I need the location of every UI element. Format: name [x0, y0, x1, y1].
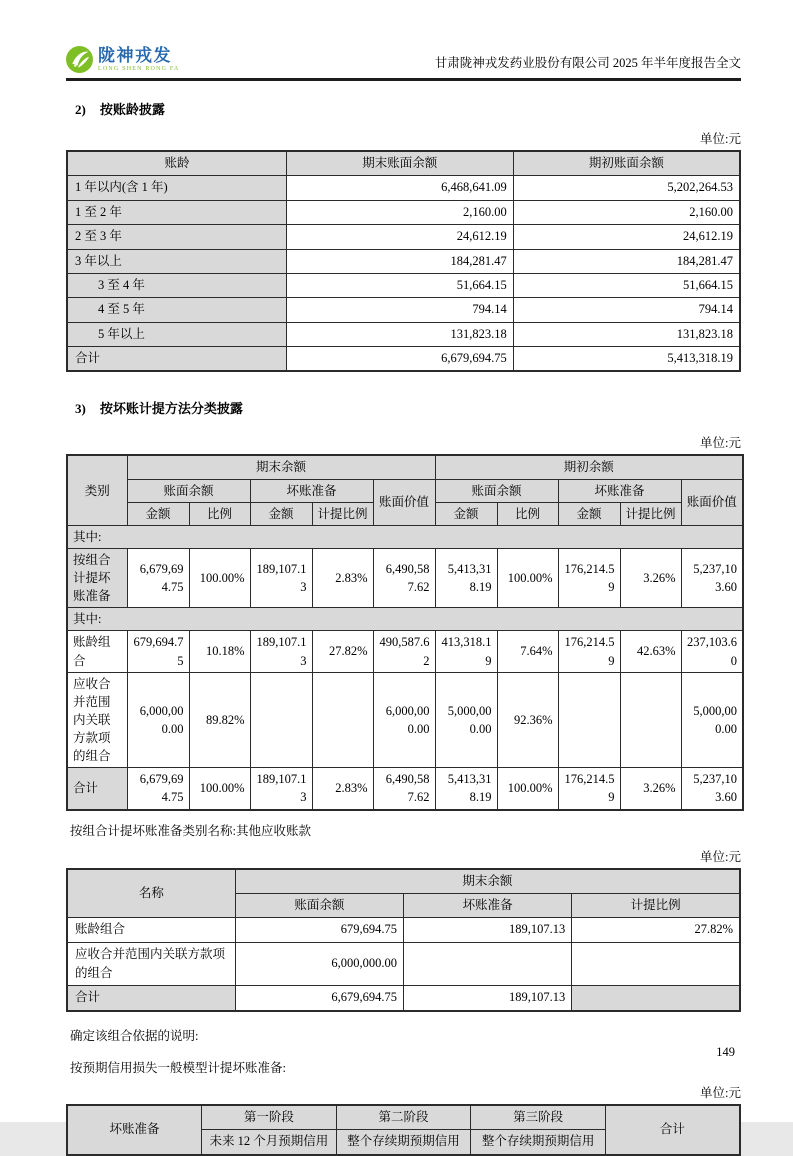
subheader-stage2: 整个存续期预期信用 [336, 1130, 471, 1155]
table-row [67, 918, 740, 942]
row-label: 4 至 5 年 [67, 298, 286, 322]
ecl-stages-table [66, 1104, 741, 1156]
subheader-stage1: 未来 12 个月预期信用 [202, 1130, 337, 1155]
note-model: 按预期信用损失一般模型计提坏账准备: [70, 1060, 286, 1075]
among-row [67, 608, 743, 631]
cell-beginning: 131,823.18 [513, 322, 740, 346]
cell [572, 942, 740, 986]
row-label: 合计 [67, 986, 235, 1011]
table-header-row [67, 869, 740, 894]
cell-ending: 131,823.18 [286, 322, 513, 346]
col-header-ratio: 比例 [189, 502, 250, 525]
cell: 679,694.75 [235, 918, 403, 942]
cell: 92.36% [497, 672, 558, 768]
document-title: 甘肃陇神戎发药业股份有限公司 2025 年半年度报告全文 [434, 56, 741, 70]
row-label: 合计 [67, 768, 127, 810]
row-label: 3 年以上 [67, 249, 286, 273]
aging-table [66, 150, 741, 372]
cell: 5,237,103.60 [681, 768, 743, 810]
table-row [67, 273, 740, 297]
table-row [67, 548, 743, 607]
table-header-row [67, 1105, 740, 1130]
cell: 237,103.60 [681, 631, 743, 672]
among-row [67, 525, 743, 548]
row-label: 5 年以上 [67, 322, 286, 346]
note-category: 按组合计提坏账准备类别名称:其他应收账款 [70, 823, 311, 838]
cell: 2.83% [312, 548, 373, 607]
cell: 5,237,103.60 [681, 548, 743, 607]
section-heading-method [75, 398, 741, 417]
company-logo [66, 46, 179, 73]
unit-label: 单位:元 [700, 132, 741, 146]
brand-name-cn: 陇神戎发 [98, 46, 172, 65]
cell-ending: 794.14 [286, 298, 513, 322]
cell: 89.82% [189, 672, 250, 768]
row-label: 应收合并范围内关联方款项的组合 [67, 672, 127, 768]
cell [558, 672, 620, 768]
table-row [67, 298, 740, 322]
subheader-bad-debt: 坏账准备 [558, 479, 681, 502]
cell: 6,679,694.75 [127, 548, 189, 607]
subheader-stage3: 整个存续期预期信用 [471, 1130, 606, 1155]
cell-ending: 184,281.47 [286, 249, 513, 273]
cell: 189,107.13 [404, 918, 572, 942]
table-total-row [67, 347, 740, 372]
cell: 100.00% [189, 768, 250, 810]
col-header-amount: 金额 [127, 502, 189, 525]
cell: 42.63% [620, 631, 681, 672]
section-number: 2) [75, 102, 86, 117]
cell: 5,413,318.19 [435, 548, 497, 607]
col-header-provision-ratio: 计提比例 [312, 502, 373, 525]
table-row [67, 225, 740, 249]
cell: 6,679,694.75 [127, 768, 189, 810]
col-header-provision: 坏账准备 [67, 1105, 202, 1155]
subheader-book-balance: 账面余额 [435, 479, 558, 502]
page-number: 149 [716, 1045, 735, 1059]
cell: 176,214.59 [558, 768, 620, 810]
section-title: 按坏账计提方法分类披露 [99, 401, 243, 417]
table-header-row [67, 455, 743, 479]
subheader-book-balance: 账面余额 [127, 479, 250, 502]
subheader-book-value: 账面价值 [373, 479, 435, 525]
col-header-provision-ratio: 计提比例 [572, 893, 740, 917]
cell-beginning: 5,202,264.53 [513, 176, 740, 200]
group-header-beginning: 期初余额 [435, 455, 743, 479]
cell: 189,107.13 [250, 631, 312, 672]
row-label: 应收合并范围内关联方款项的组合 [67, 942, 235, 986]
table-header-row [67, 151, 740, 176]
table-row [67, 672, 743, 768]
cell [620, 672, 681, 768]
row-label: 3 至 4 年 [67, 273, 286, 297]
col-header-stage2: 第二阶段 [336, 1105, 471, 1130]
row-label: 2 至 3 年 [67, 225, 286, 249]
table-total-row [67, 768, 743, 810]
col-header-amount: 金额 [250, 502, 312, 525]
cell: 100.00% [497, 768, 558, 810]
cell: 413,318.19 [435, 631, 497, 672]
col-header-provision-ratio: 计提比例 [620, 502, 681, 525]
cell: 6,679,694.75 [235, 986, 403, 1011]
table-header-row [67, 479, 743, 502]
cell: 10.18% [189, 631, 250, 672]
cell: 27.82% [572, 918, 740, 942]
cell: 3.26% [620, 768, 681, 810]
cell: 490,587.62 [373, 631, 435, 672]
col-header-ending-balance: 期末账面余额 [286, 151, 513, 176]
cell: 5,413,318.19 [435, 768, 497, 810]
bad-debt-method-table [66, 454, 744, 810]
cell-beginning: 24,612.19 [513, 225, 740, 249]
cell: 6,490,587.62 [373, 548, 435, 607]
section-title: 按账龄披露 [99, 102, 165, 117]
row-label: 账龄组合 [67, 631, 127, 672]
table-row [67, 942, 740, 986]
col-header-aging: 账龄 [67, 151, 286, 176]
among-label: 其中: [67, 608, 743, 631]
table-row [67, 631, 743, 672]
subheader-bad-debt: 坏账准备 [250, 479, 373, 502]
cell: 6,000,000.00 [235, 942, 403, 986]
cell: 189,107.13 [250, 768, 312, 810]
cell: 679,694.75 [127, 631, 189, 672]
cell [572, 986, 740, 1011]
cell: 189,107.13 [250, 548, 312, 607]
section-number: 3) [75, 401, 86, 417]
col-header-total: 合计 [605, 1105, 740, 1155]
portfolio-table [66, 868, 741, 1012]
subheader-book-value: 账面价值 [681, 479, 743, 525]
cell: 189,107.13 [404, 986, 572, 1011]
row-label: 1 至 2 年 [67, 200, 286, 224]
cell: 3.26% [620, 548, 681, 607]
note-basis: 确定该组合依据的说明: [70, 1028, 199, 1043]
group-header-ending: 期末余额 [235, 869, 740, 894]
cell-ending: 6,468,641.09 [286, 176, 513, 200]
row-label: 1 年以内(含 1 年) [67, 176, 286, 200]
row-label: 合计 [67, 347, 286, 372]
cell-ending: 51,664.15 [286, 273, 513, 297]
section-heading-aging [75, 99, 741, 118]
col-header-stage1: 第一阶段 [202, 1105, 337, 1130]
cell [312, 672, 373, 768]
logo-bird-icon [66, 46, 93, 73]
cell-ending: 6,679,694.75 [286, 347, 513, 372]
col-header-ratio: 比例 [497, 502, 558, 525]
row-label: 按组合计提坏账准备 [67, 548, 127, 607]
table-row [67, 200, 740, 224]
col-header-amount: 金额 [435, 502, 497, 525]
cell [250, 672, 312, 768]
cell: 176,214.59 [558, 548, 620, 607]
table-total-row [67, 986, 740, 1011]
col-header-beginning-balance: 期初账面余额 [513, 151, 740, 176]
cell: 100.00% [497, 548, 558, 607]
cell: 6,000,000.00 [127, 672, 189, 768]
cell-beginning: 2,160.00 [513, 200, 740, 224]
cell-ending: 24,612.19 [286, 225, 513, 249]
col-header-bad-debt: 坏账准备 [404, 893, 572, 917]
col-header-book-balance: 账面余额 [235, 893, 403, 917]
page-header [66, 46, 741, 81]
brand-name-en: LONG SHEN RONG FA [98, 66, 180, 72]
among-label: 其中: [67, 525, 743, 548]
col-header-amount: 金额 [558, 502, 620, 525]
table-row [67, 249, 740, 273]
cell: 100.00% [189, 548, 250, 607]
table-row [67, 176, 740, 200]
table-row [67, 322, 740, 346]
unit-label: 单位:元 [700, 849, 741, 864]
cell [404, 942, 572, 986]
cell: 2.83% [312, 768, 373, 810]
cell: 7.64% [497, 631, 558, 672]
cell-beginning: 5,413,318.19 [513, 347, 740, 372]
col-header-name: 名称 [67, 869, 235, 918]
cell: 6,490,587.62 [373, 768, 435, 810]
cell: 5,000,000.00 [681, 672, 743, 768]
unit-label: 单位:元 [700, 1085, 741, 1100]
cell-beginning: 51,664.15 [513, 273, 740, 297]
cell-beginning: 184,281.47 [513, 249, 740, 273]
cell: 176,214.59 [558, 631, 620, 672]
row-label: 账龄组合 [67, 918, 235, 942]
col-header-stage3: 第三阶段 [471, 1105, 606, 1130]
cell-beginning: 794.14 [513, 298, 740, 322]
cell-ending: 2,160.00 [286, 200, 513, 224]
cell: 5,000,000.00 [435, 672, 497, 768]
cell: 6,000,000.00 [373, 672, 435, 768]
col-header-category: 类别 [67, 455, 127, 525]
unit-label: 单位:元 [700, 436, 741, 451]
group-header-ending: 期末余额 [127, 455, 435, 479]
cell: 27.82% [312, 631, 373, 672]
